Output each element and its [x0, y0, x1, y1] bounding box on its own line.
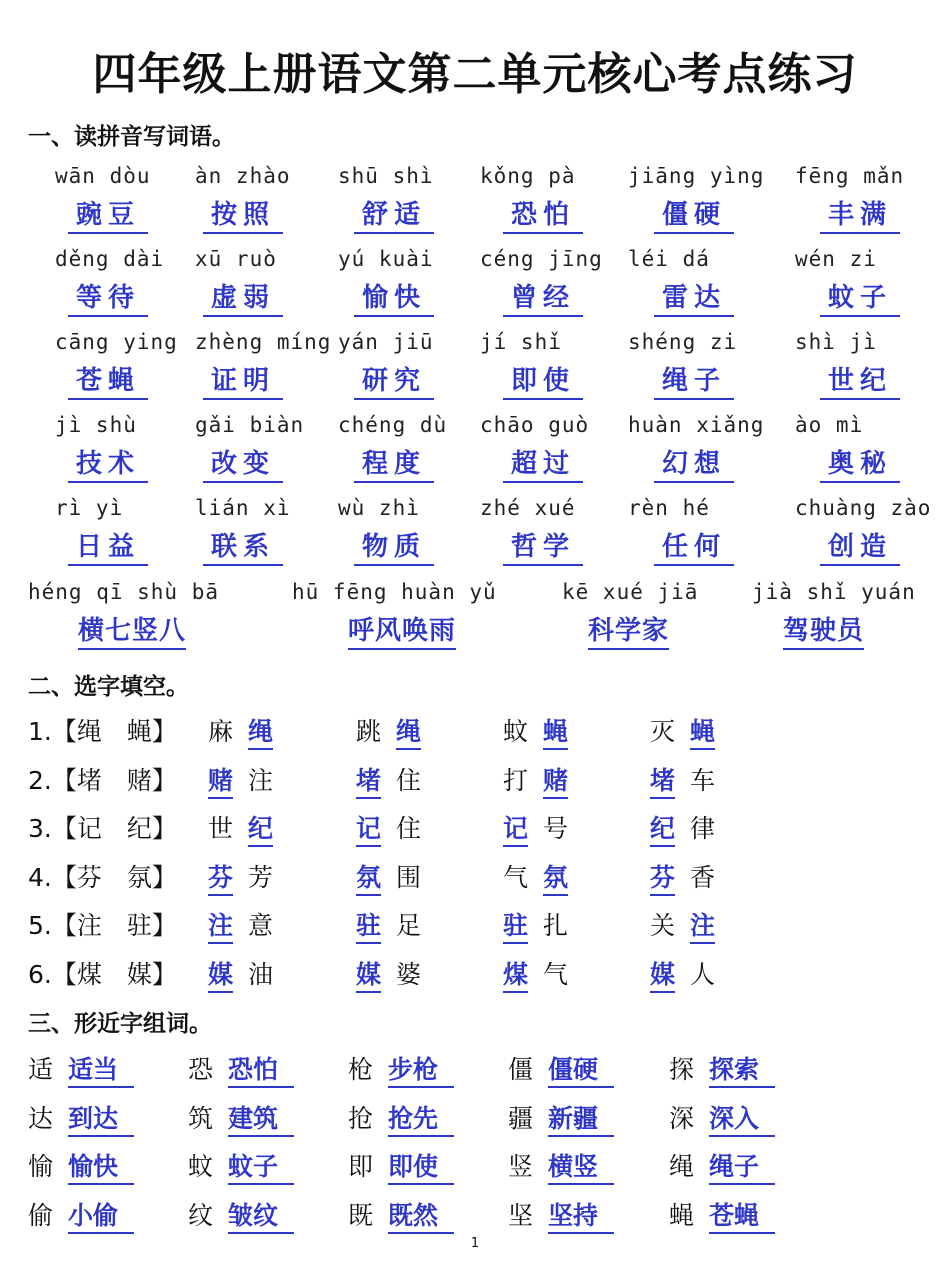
item-char-b: 婆 — [396, 959, 422, 989]
item-char-a: 记 — [503, 809, 528, 847]
item-char-b: 住 — [396, 765, 422, 795]
pinyin-item: chéng dù — [338, 413, 448, 437]
page-title: 四年级上册语文第二单元核心考点练习 — [92, 49, 858, 100]
base-char: 偷 — [28, 1200, 54, 1230]
answer-word: 改变 — [203, 447, 283, 483]
choice-label: 5.【注 驻】 — [28, 911, 177, 940]
answer-word: 幻想 — [654, 447, 734, 483]
answer-word: 即使 — [503, 364, 583, 400]
pinyin-item: zhèng míng — [195, 330, 332, 354]
answer-word: 横七竖八 — [78, 614, 186, 650]
formed-word: 横竖 — [548, 1147, 614, 1185]
choice-label: 4.【芬 氛】 — [28, 862, 177, 892]
item-char-a: 气 — [503, 862, 529, 892]
answer-word: 研究 — [354, 364, 434, 400]
formed-word: 小偷 — [68, 1196, 134, 1234]
choice-label: 6.【煤 媒】 — [28, 959, 177, 989]
page-number: 1 — [470, 1236, 480, 1251]
pinyin-item: fēng mǎn — [795, 164, 905, 188]
pinyin-item: chāo guò — [480, 413, 590, 437]
base-char: 适 — [28, 1055, 54, 1084]
pinyin-item: kē xué jiā — [562, 580, 699, 604]
formed-word: 适当 — [68, 1050, 134, 1088]
pinyin-item: rì yì — [55, 496, 124, 520]
item-char-b: 足 — [396, 911, 422, 940]
item-char-a: 堵 — [356, 761, 381, 799]
base-char: 疆 — [508, 1103, 534, 1133]
item-char-a: 记 — [356, 809, 381, 847]
pinyin-item: lián xì — [195, 496, 291, 520]
pinyin-item: héng qī shù bā — [28, 580, 220, 604]
item-char-b: 蝇 — [543, 712, 568, 750]
item-char-b: 住 — [396, 814, 422, 843]
item-char-a: 灭 — [650, 717, 676, 746]
item-char-b: 氛 — [543, 858, 568, 896]
formed-word: 抢先 — [388, 1099, 454, 1137]
answer-word: 苍蝇 — [68, 364, 148, 400]
pinyin-item: jí shǐ — [480, 330, 562, 354]
formed-word: 建筑 — [228, 1099, 294, 1137]
item-char-b: 纪 — [248, 809, 273, 847]
item-char-b: 车 — [690, 765, 716, 795]
pinyin-item: léi dá — [628, 247, 710, 271]
pinyin-item: xū ruò — [195, 247, 277, 271]
answer-word: 等待 — [68, 281, 148, 317]
pinyin-item: zhé xué — [480, 496, 576, 520]
answer-word: 曾经 — [503, 281, 583, 317]
choice-label: 2.【堵 赌】 — [28, 765, 177, 795]
section1-heading: 一、读拼音写词语。 — [28, 124, 235, 150]
item-char-b: 香 — [690, 862, 716, 892]
formed-word: 恐怕 — [228, 1050, 294, 1088]
pinyin-item: shū shì — [338, 164, 434, 188]
item-char-b: 号 — [543, 814, 569, 843]
base-char: 愉 — [28, 1152, 54, 1181]
item-char-a: 芬 — [650, 858, 675, 896]
formed-word: 坚持 — [548, 1196, 614, 1234]
section3-heading: 三、形近字组词。 — [28, 1011, 212, 1037]
base-char: 蚊 — [188, 1152, 214, 1181]
pinyin-item: céng jīng — [480, 247, 603, 271]
pinyin-item: jià shǐ yuán — [752, 580, 916, 604]
pinyin-item: děng dài — [55, 247, 165, 271]
pinyin-item: chuàng zào — [795, 496, 932, 520]
item-char-a: 世 — [208, 814, 234, 843]
base-char: 恐 — [188, 1055, 214, 1084]
item-char-b: 围 — [396, 862, 422, 892]
answer-word: 呼风唤雨 — [348, 614, 456, 650]
item-char-a: 打 — [503, 765, 529, 795]
answer-word: 豌豆 — [68, 198, 148, 234]
pinyin-item: shì jì — [795, 330, 877, 354]
base-char: 深 — [669, 1103, 695, 1133]
answer-word: 技术 — [68, 447, 148, 483]
item-char-b: 赌 — [543, 761, 568, 799]
formed-word: 到达 — [68, 1099, 134, 1137]
item-char-a: 跳 — [356, 717, 382, 746]
item-char-a: 关 — [650, 911, 676, 940]
item-char-b: 意 — [248, 911, 274, 940]
answer-word: 程度 — [354, 447, 434, 483]
answer-word: 世纪 — [820, 364, 900, 400]
base-char: 纹 — [188, 1200, 214, 1230]
formed-word: 愉快 — [68, 1147, 134, 1185]
formed-word: 既然 — [388, 1196, 454, 1234]
item-char-a: 蚊 — [503, 717, 529, 746]
pinyin-item: ào mì — [795, 413, 864, 437]
formed-word: 探索 — [709, 1050, 775, 1088]
pinyin-item: jiāng yìng — [628, 164, 765, 188]
formed-word: 僵硬 — [548, 1050, 614, 1088]
item-char-a: 纪 — [650, 809, 675, 847]
formed-word: 即使 — [388, 1147, 454, 1185]
base-char: 探 — [669, 1055, 695, 1084]
answer-word: 僵硬 — [654, 198, 734, 234]
answer-word: 奥秘 — [820, 447, 900, 483]
pinyin-item: wén zi — [795, 247, 877, 271]
item-char-b: 气 — [543, 959, 569, 989]
item-char-b: 律 — [690, 814, 716, 843]
choice-label: 1.【绳 蝇】 — [28, 717, 177, 746]
base-char: 既 — [348, 1200, 374, 1230]
answer-word: 日益 — [68, 530, 148, 566]
pinyin-item: yú kuài — [338, 247, 434, 271]
answer-word: 任何 — [654, 530, 734, 566]
answer-word: 雷达 — [654, 281, 734, 317]
answer-word: 虚弱 — [203, 281, 283, 317]
item-char-b: 人 — [690, 959, 716, 989]
pinyin-item: gǎi biàn — [195, 413, 305, 437]
answer-word: 哲学 — [503, 530, 583, 566]
section2-heading: 二、选字填空。 — [28, 674, 189, 700]
base-char: 抢 — [348, 1103, 374, 1133]
answer-word: 证明 — [203, 364, 283, 400]
pinyin-item: wān dòu — [55, 164, 151, 188]
base-char: 即 — [348, 1152, 374, 1181]
answer-word: 驾驶员 — [783, 614, 864, 650]
item-char-a: 赌 — [208, 761, 233, 799]
choice-label: 3.【记 纪】 — [28, 814, 177, 843]
formed-word: 步枪 — [388, 1050, 454, 1088]
item-char-b: 注 — [690, 906, 715, 944]
formed-word: 深入 — [709, 1099, 775, 1137]
base-char: 僵 — [508, 1055, 534, 1084]
answer-word: 创造 — [820, 530, 900, 566]
base-char: 绳 — [669, 1152, 695, 1181]
answer-word: 绳子 — [654, 364, 734, 400]
base-char: 坚 — [508, 1200, 534, 1230]
answer-word: 联系 — [203, 530, 283, 566]
answer-word: 蚊子 — [820, 281, 900, 317]
answer-word: 物质 — [354, 530, 434, 566]
base-char: 蝇 — [669, 1200, 695, 1230]
item-char-a: 注 — [208, 906, 233, 944]
base-char: 枪 — [348, 1055, 374, 1084]
item-char-a: 煤 — [503, 955, 528, 993]
item-char-a: 媒 — [208, 955, 233, 993]
item-char-a: 芬 — [208, 858, 233, 896]
item-char-a: 媒 — [650, 955, 675, 993]
pinyin-item: cāng ying — [55, 330, 178, 354]
formed-word: 皱纹 — [228, 1196, 294, 1234]
item-char-a: 驻 — [356, 906, 381, 944]
item-char-b: 扎 — [543, 911, 569, 940]
pinyin-item: wù zhì — [338, 496, 420, 520]
answer-word: 科学家 — [588, 614, 669, 650]
answer-word: 超过 — [503, 447, 583, 483]
item-char-b: 注 — [248, 765, 274, 795]
answer-word: 按照 — [203, 198, 283, 234]
item-char-a: 媒 — [356, 955, 381, 993]
answer-word: 愉快 — [354, 281, 434, 317]
pinyin-item: huàn xiǎng — [628, 413, 765, 437]
formed-word: 绳子 — [709, 1147, 775, 1185]
item-char-b: 油 — [248, 959, 274, 989]
pinyin-item: jì shù — [55, 413, 137, 437]
pinyin-item: kǒng pà — [480, 164, 576, 188]
item-char-b: 绳 — [396, 712, 421, 750]
formed-word: 蚊子 — [228, 1147, 294, 1185]
item-char-a: 堵 — [650, 761, 675, 799]
answer-word: 恐怕 — [503, 198, 583, 234]
item-char-b: 蝇 — [690, 712, 715, 750]
item-char-a: 麻 — [208, 717, 234, 746]
pinyin-item: yán jiū — [338, 330, 434, 354]
pinyin-item: rèn hé — [628, 496, 710, 520]
pinyin-item: àn zhào — [195, 164, 291, 188]
item-char-a: 驻 — [503, 906, 528, 944]
item-char-a: 氛 — [356, 858, 381, 896]
base-char: 达 — [28, 1103, 54, 1133]
formed-word: 新疆 — [548, 1099, 614, 1137]
item-char-b: 绳 — [248, 712, 273, 750]
pinyin-item: shéng zi — [628, 330, 738, 354]
pinyin-item: hū fēng huàn yǔ — [292, 580, 497, 604]
item-char-b: 芳 — [248, 862, 274, 892]
base-char: 筑 — [188, 1103, 214, 1133]
answer-word: 丰满 — [820, 198, 900, 234]
answer-word: 舒适 — [354, 198, 434, 234]
base-char: 竖 — [508, 1152, 534, 1181]
formed-word: 苍蝇 — [709, 1196, 775, 1234]
